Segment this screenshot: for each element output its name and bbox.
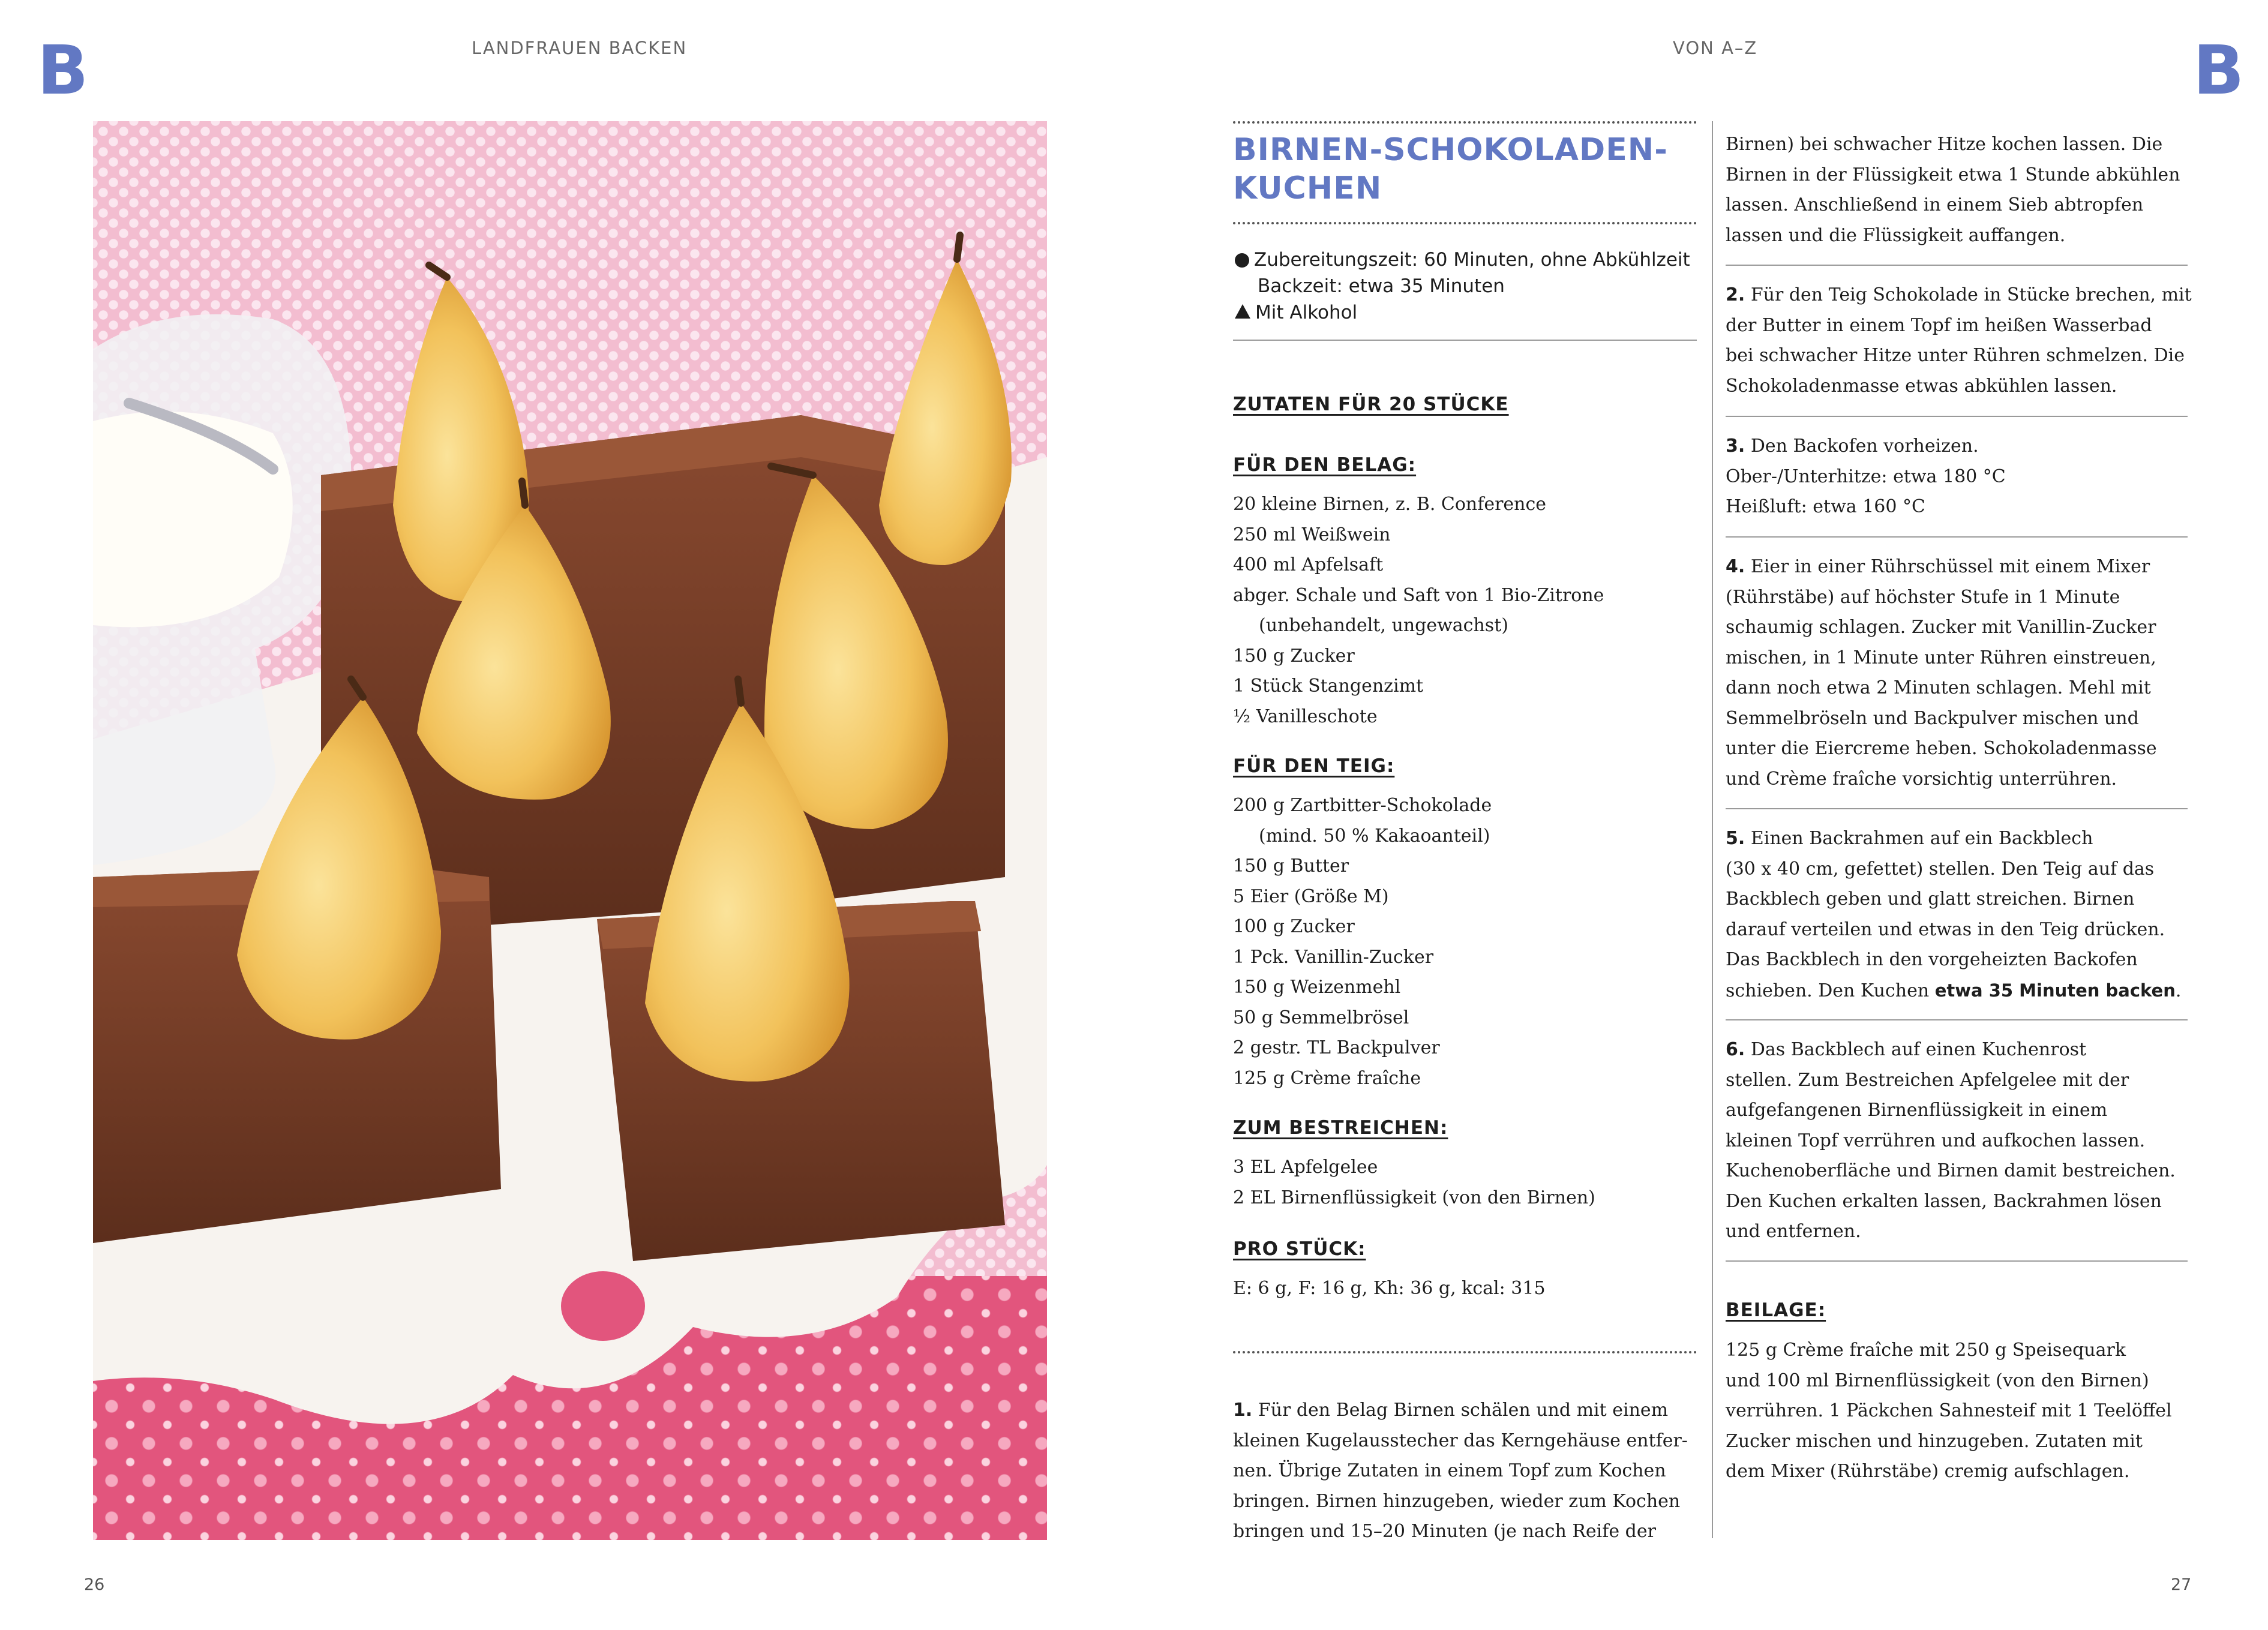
list-item: 1 Pck. Vanillin-Zucker (1233, 946, 1434, 968)
rule-step-1 (1726, 265, 2188, 266)
nutrition-heading: PRO STÜCK: (1233, 1238, 1366, 1260)
beilage-heading: BEILAGE: (1726, 1299, 1826, 1321)
list-item: 150 g Weizenmehl (1233, 977, 1401, 998)
rule-step-3 (1726, 536, 2188, 538)
rule-step-6 (1726, 1260, 2188, 1262)
dotted-rule-bottom (1233, 1351, 1697, 1353)
list-item: 125 g Crème fraîche (1233, 1067, 1421, 1089)
step-3: 3. Den Backofen vorheizen. Ober-/Unterhitze: etwa 180 °C Heißluft: etwa 160 °C (1726, 436, 2006, 517)
page-number-left: 26 (84, 1575, 105, 1594)
running-header-left: LANDFRAUEN BACKEN (472, 38, 688, 58)
list-item: 400 ml Apfelsaft (1233, 554, 1384, 575)
list-item: 200 g Zartbitter-Schokolade (1233, 795, 1492, 816)
list-item: 100 g Zucker (1233, 916, 1355, 937)
recipe-title-line1: BIRNEN-SCHOKOLADEN- (1233, 132, 1668, 168)
page-number-right: 27 (2171, 1575, 2192, 1594)
alcohol-note: Mit Alkohol (1255, 302, 1358, 323)
step-number: 2. (1726, 284, 1745, 305)
step-6: 6. Das Backblech auf einen Kuchenrost stellen. Zum Bestreichen Apfelgelee mit der aufgefangenen Birnenflüssigkeit in einem kleinen Topf verrühren und aufkochen lassen. Kuchenoberfläche und Birnen damit bestreichen. Den Kuchen erkalten lassen, Backrahmen lösen und entfernen. (1726, 1039, 2176, 1242)
running-header-right: VON A–Z (1673, 38, 1758, 58)
step-2: 2. Für den Teig Schokolade in Stücke brechen, mit der Butter in einem Topf im heißen Wasserbad bei schwacher Hitze unter Rühren schmelzen. Die Schokoladenmasse etwas abkühlen lassen. (1726, 284, 2192, 397)
rule-step-4 (1726, 808, 2188, 809)
clock-icon (1235, 253, 1249, 268)
list-item: 250 ml Weißwein (1233, 524, 1391, 545)
ingredients-heading: ZUTATEN FÜR 20 STÜCKE (1233, 394, 1509, 415)
step-1-part2: Birnen) bei schwacher Hitze kochen lassen. Die Birnen in der Flüssigkeit etwa 1 Stunde abkühlen lassen. Anschließend in einem Sieb abtropfen lassen und die Flüssigkeit auffangen. (1726, 134, 2180, 246)
list-item: 2 gestr. TL Backpulver (1233, 1037, 1440, 1058)
list-item: 150 g Zucker (1233, 645, 1355, 667)
list-item: 3 EL Apfelgelee (1233, 1157, 1378, 1178)
rule-step-2 (1726, 416, 2188, 417)
nutrition-value: E: 6 g, F: 16 g, Kh: 36 g, kcal: 315 (1233, 1278, 1546, 1299)
list-item: abger. Schale und Saft von 1 Bio-Zitrone (1233, 584, 1604, 606)
column-divider (1712, 121, 1713, 1538)
list-item: 150 g Butter (1233, 855, 1349, 876)
step-4: 4. Eier in einer Rührschüssel mit einem Mixer (Rührstäbe) auf höchster Stufe in 1 Minute schaumig schlagen. Zucker mit Vanillin-Zucker mischen, in 1 Minute unter Rühren einstreuen, dann noch etwa 2 Minuten schlagen. Mehl mit Semmelbröseln und Backpulver mischen und unter die Eiercreme heben. Schokoladenmasse und Crème fraîche vorsichtig unterrühren. (1726, 556, 2157, 790)
alcohol-triangle-icon (1235, 304, 1250, 319)
rule-step-5 (1726, 1019, 2188, 1020)
rule-meta (1233, 340, 1697, 341)
recipe-title-line2: KUCHEN (1233, 170, 1382, 206)
beilage-text: 125 g Crème fraîche mit 250 g Speisequark und 100 ml Birnenflüssigkeit (von den Birnen) verrühren. 1 Päckchen Sahnesteif mit 1 Teelöffel Zucker mischen und hinzugeben. Zutaten mit dem Mixer (Rührstäbe) cremig aufschlagen. (1726, 1340, 2172, 1482)
list-item: 2 EL Birnenflüssigkeit (von den Birnen) (1233, 1187, 1595, 1208)
teig-list (1233, 791, 1492, 1094)
dotted-rule-title (1233, 222, 1697, 224)
bake-time-emphasis: etwa 35 Minuten backen (1934, 980, 2176, 1001)
section-letter-left: B (37, 32, 89, 110)
list-item: 20 kleine Birnen, z. B. Conference (1233, 494, 1547, 515)
recipe-title (1233, 131, 1668, 208)
bestreichen-list (1233, 1152, 1595, 1213)
list-item: (mind. 50 % Kakaoanteil) (1259, 825, 1490, 846)
step-number: 1. (1233, 1400, 1253, 1421)
list-item: 1 Stück Stangenzimt (1233, 676, 1424, 697)
section-letter-right: B (2193, 32, 2245, 110)
dotted-rule-top (1233, 121, 1697, 124)
list-item: ½ Vanilleschote (1233, 706, 1378, 727)
bake-time: Backzeit: etwa 35 Minuten (1258, 275, 1505, 297)
prep-time: Zubereitungszeit: 60 Minuten, ohne Abkühlzeit (1254, 249, 1690, 271)
list-item: 50 g Semmelbrösel (1233, 1007, 1409, 1028)
step-number: 6. (1726, 1039, 1745, 1060)
photo-illustration (93, 121, 1047, 1540)
recipe-photo (93, 121, 1047, 1540)
step-1-part1: 1. Für den Belag Birnen schälen und mit einem kleinen Kugelausstecher das Kerngehäuse entfer- nen. Übrige Zutaten in einem Topf zum Kochen bringen. Birnen hinzugeben, wieder zum Kochen bringen und 15–20 Minuten (je nach Reife der (1233, 1400, 1688, 1542)
step-5: 5. Einen Backrahmen auf ein Backblech (30 x 40 cm, gefettet) stellen. Den Teig auf das Backblech geben und glatt streichen. Birnen darauf verteilen und etwas in den Teig drücken. Das Backblech in den vorgeheizten Backofen schieben. Den Kuchen etwa 35 Minuten backen. (1726, 828, 2182, 1001)
recipe-meta (1235, 247, 1690, 326)
list-item: (unbehandelt, ungewachst) (1259, 615, 1508, 636)
belag-heading: FÜR DEN BELAG: (1233, 454, 1417, 476)
step-number: 3. (1726, 436, 1745, 457)
list-item: 5 Eier (Größe M) (1233, 885, 1389, 907)
belag-list (1233, 490, 1604, 732)
step-number: 4. (1726, 556, 1745, 577)
step-number: 5. (1726, 828, 1745, 849)
bestreichen-heading: ZUM BESTREICHEN: (1233, 1117, 1448, 1139)
teig-heading: FÜR DEN TEIG: (1233, 755, 1395, 777)
